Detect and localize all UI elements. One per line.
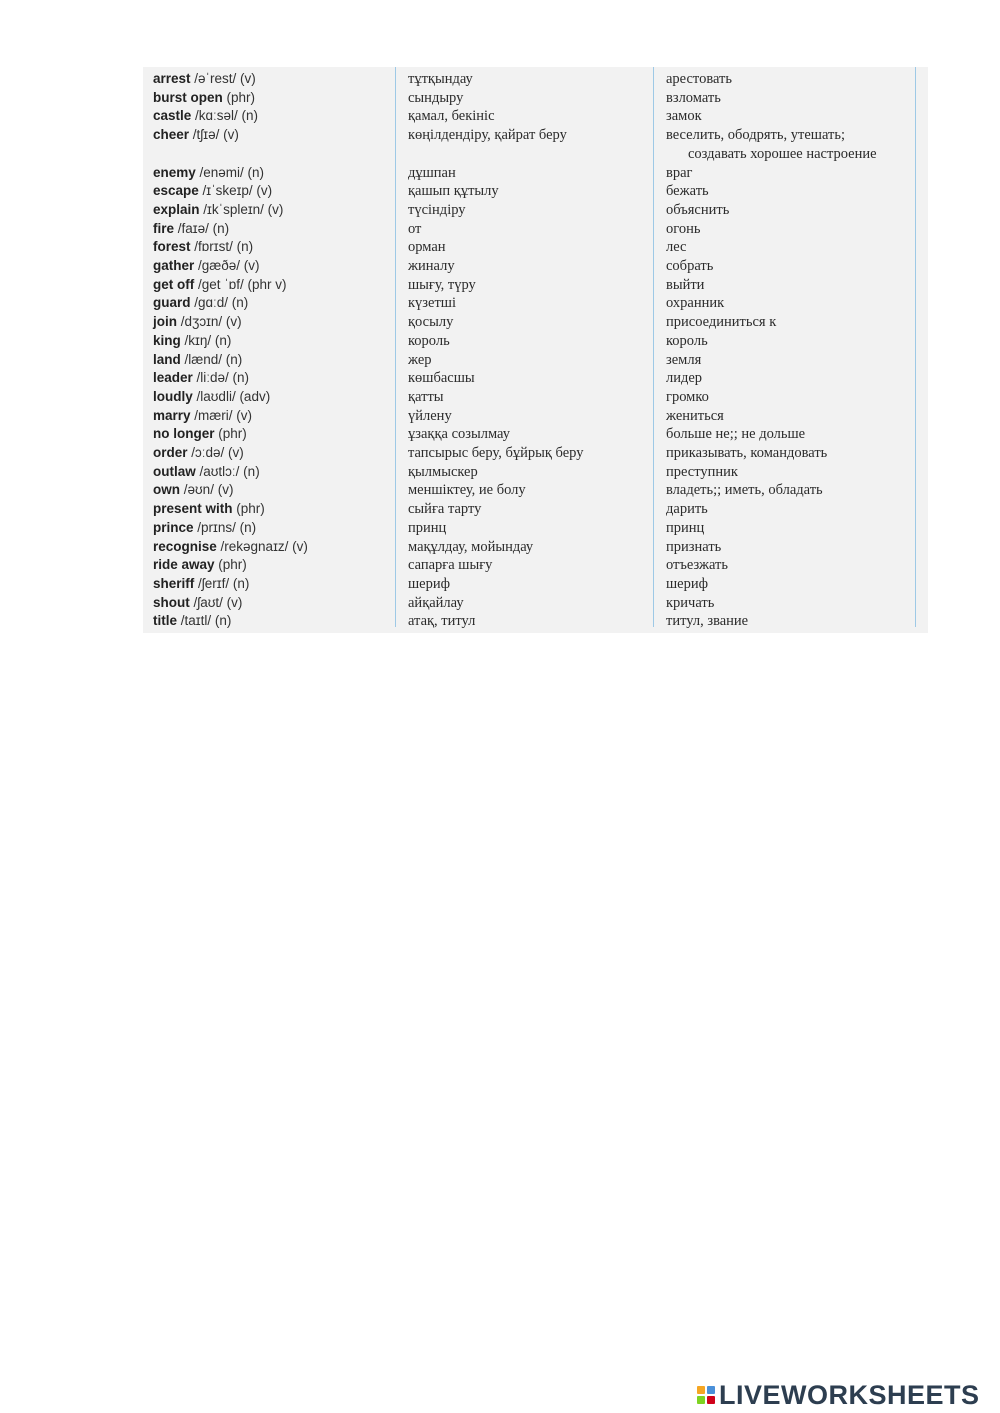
table-row [143, 481, 928, 500]
table-row [143, 594, 928, 613]
kazakh-translation: меншіктеу, ие болу [408, 482, 526, 499]
russian-translation-line: признать [666, 538, 722, 555]
headword: castle [153, 108, 192, 124]
pronunciation-and-part-of-speech: /əˈrest/ (v) [190, 71, 256, 86]
russian-translation [666, 276, 921, 295]
kazakh-translation: от [408, 220, 422, 237]
headword: title [153, 613, 178, 629]
russian-translation-line: преступник [666, 463, 738, 480]
english-term [153, 594, 393, 613]
russian-translation [666, 463, 921, 482]
russian-translation-line: веселить, ободрять, утешать; [666, 127, 845, 144]
logo-square [707, 1386, 715, 1394]
russian-translation [666, 294, 921, 313]
table-row [143, 276, 928, 295]
english-term [153, 126, 393, 145]
headword: sheriff [153, 575, 195, 591]
kazakh-translation: сыйға тарту [408, 501, 482, 518]
russian-translation [666, 425, 921, 444]
kazakh-translation: жер [408, 351, 432, 368]
english-term [153, 276, 393, 295]
kazakh-translation: мақұлдау, мойындау [408, 538, 534, 555]
headword: enemy [153, 164, 196, 180]
russian-translation-line: замок [666, 108, 702, 125]
russian-translation [666, 481, 921, 500]
russian-translation [666, 444, 921, 463]
russian-translation [666, 182, 921, 201]
pronunciation-and-part-of-speech: /kɑːsəl/ (n) [191, 108, 259, 124]
russian-translation [666, 612, 921, 631]
kazakh-translation: принц [408, 519, 447, 536]
table-row [143, 107, 928, 126]
english-term [153, 164, 393, 183]
russian-translation [666, 107, 921, 126]
table-row [143, 201, 928, 220]
russian-translation-line: кричать [666, 594, 715, 611]
russian-translation-line: отъезжать [666, 557, 729, 574]
russian-translation-line: король [666, 332, 708, 349]
russian-translation-line: титул, звание [666, 613, 749, 630]
pronunciation-and-part-of-speech: (phr) [214, 557, 247, 573]
pronunciation-and-part-of-speech: /rekəgnaɪz/ (v) [216, 538, 308, 554]
headword: marry [153, 407, 191, 423]
russian-translation-line: выйти [666, 276, 705, 293]
english-term [153, 500, 393, 519]
kazakh-translation: тұтқындау [408, 71, 473, 87]
table-row [143, 519, 928, 538]
headword: land [153, 351, 181, 367]
russian-translation [666, 164, 921, 183]
kazakh-translation: атақ, титул [408, 613, 476, 630]
table-row [143, 238, 928, 257]
russian-translation-line: лес [666, 239, 687, 256]
english-term [153, 313, 393, 332]
pronunciation-and-part-of-speech: /dʒɔɪn/ (v) [177, 314, 242, 330]
pronunciation-and-part-of-speech: /fɒrɪst/ (n) [190, 239, 254, 255]
headword: present with [153, 501, 233, 517]
english-term [153, 332, 393, 351]
table-row [143, 351, 928, 370]
pronunciation-and-part-of-speech: /ɪkˈspleɪn/ (v) [199, 201, 284, 217]
russian-translation [666, 332, 921, 351]
table-row [143, 538, 928, 557]
headword: shout [153, 594, 190, 610]
pronunciation-and-part-of-speech: /tʃɪə/ (v) [189, 127, 239, 143]
english-term [153, 89, 393, 108]
logo-text: LIVEWORKSHEETS [719, 1379, 980, 1410]
kazakh-translation: дұшпан [408, 164, 456, 181]
headword: cheer [153, 127, 190, 143]
pronunciation-and-part-of-speech: (phr) [222, 89, 256, 105]
russian-translation [666, 313, 921, 332]
russian-translation-line: присоединиться к [666, 314, 777, 331]
table-row [143, 70, 928, 89]
table-row [143, 407, 928, 426]
pronunciation-and-part-of-speech: /enəmi/ (n) [195, 164, 265, 180]
english-term [153, 407, 393, 426]
russian-translation-line: огонь [666, 220, 701, 237]
pronunciation-and-part-of-speech: /kɪŋ/ (n) [180, 332, 232, 348]
headword: prince [153, 519, 194, 535]
headword: recognise [153, 538, 217, 554]
pronunciation-and-part-of-speech: /mæri/ (v) [190, 407, 253, 423]
english-term [153, 388, 393, 407]
headword: order [153, 445, 188, 460]
pronunciation-and-part-of-speech: (phr) [232, 501, 265, 517]
kazakh-translation: көшбасшы [408, 370, 475, 387]
russian-translation [666, 351, 921, 370]
headword: explain [153, 201, 200, 217]
table-row [143, 463, 928, 482]
russian-translation-line: лидер [666, 370, 703, 387]
kazakh-translation: түсіндіру [408, 201, 466, 218]
russian-translation-line: взломать [666, 89, 721, 106]
kazakh-translation: қамал, бекініс [408, 108, 495, 125]
russian-translation [666, 369, 921, 388]
russian-translation [666, 575, 921, 594]
headword: escape [153, 183, 199, 199]
russian-translation-line: принц [666, 519, 705, 536]
russian-translation-line: громко [666, 388, 709, 405]
headword: ride away [153, 557, 215, 573]
english-term [153, 201, 393, 220]
english-term [153, 463, 393, 482]
pronunciation-and-part-of-speech: /gɑːd/ (n) [190, 295, 249, 311]
english-term [153, 519, 393, 538]
russian-translation-line: владеть;; иметь, обладать [666, 482, 823, 499]
kazakh-translation: сындыру [408, 89, 464, 106]
kazakh-translation: орман [408, 239, 446, 256]
russian-translation [666, 388, 921, 407]
table-row [143, 444, 928, 463]
pronunciation-and-part-of-speech: /ʃaʊt/ (v) [189, 594, 243, 610]
russian-translation [666, 500, 921, 519]
russian-translation [666, 538, 921, 557]
headword: no longer [153, 426, 215, 442]
kazakh-translation: қосылу [408, 314, 454, 331]
english-term [153, 481, 393, 500]
russian-translation-line: приказывать, командовать [666, 445, 828, 461]
english-term [153, 351, 393, 370]
russian-translation-line: бежать [666, 183, 709, 200]
table-row [143, 332, 928, 351]
headword: join [153, 314, 177, 330]
english-term [153, 556, 393, 575]
pronunciation-and-part-of-speech: /lænd/ (n) [180, 351, 243, 367]
pronunciation-and-part-of-speech: (phr) [214, 426, 247, 442]
logo-square [707, 1396, 715, 1404]
headword: gather [153, 258, 195, 273]
headword: fire [153, 220, 175, 236]
english-term [153, 107, 393, 126]
kazakh-translation: шығу, түру [408, 276, 476, 293]
russian-translation [666, 257, 921, 276]
kazakh-translation: қатты [408, 388, 444, 405]
liveworksheets-logo-icon [697, 1386, 715, 1404]
english-term [153, 425, 393, 444]
russian-translation [666, 89, 921, 108]
table-row [143, 556, 928, 575]
pronunciation-and-part-of-speech: /ɔːdə/ (v) [187, 445, 244, 460]
pronunciation-and-part-of-speech: /prɪns/ (n) [193, 519, 257, 535]
russian-translation [666, 70, 921, 89]
table-row [143, 126, 928, 163]
russian-translation [666, 238, 921, 257]
headword: forest [153, 239, 191, 255]
pronunciation-and-part-of-speech: /laʊdli/ (adv) [192, 388, 271, 404]
russian-translation [666, 594, 921, 613]
pronunciation-and-part-of-speech: /faɪə/ (n) [174, 220, 230, 236]
russian-translation-line: собрать [666, 258, 714, 274]
russian-translation-line: охранник [666, 295, 725, 312]
logo-square [697, 1396, 705, 1404]
english-term [153, 444, 393, 463]
kazakh-translation: айқайлау [408, 594, 464, 611]
headword: burst open [153, 89, 223, 105]
russian-translation-line: больше не;; не дольше [666, 426, 806, 443]
table-row [143, 500, 928, 519]
russian-translation [666, 201, 921, 220]
pronunciation-and-part-of-speech: /taɪtl/ (n) [177, 613, 232, 629]
english-term [153, 538, 393, 557]
pronunciation-and-part-of-speech: /liːdə/ (n) [192, 370, 250, 386]
table-row [143, 220, 928, 239]
table-row [143, 612, 928, 631]
headword: get off [153, 276, 195, 292]
english-term [153, 70, 393, 89]
table-row [143, 182, 928, 201]
russian-translation-line: дарить [666, 501, 708, 518]
table-row [143, 369, 928, 388]
english-term [153, 238, 393, 257]
english-term [153, 575, 393, 594]
russian-translation-line: шериф [666, 575, 709, 592]
headword: outlaw [153, 463, 196, 479]
headword: own [153, 482, 180, 498]
russian-translation [666, 220, 921, 239]
english-term [153, 182, 393, 201]
russian-translation-line: объяснить [666, 201, 730, 218]
table-row [143, 575, 928, 594]
headword: arrest [153, 71, 191, 86]
russian-translation [666, 556, 921, 575]
liveworksheets-logo [697, 1380, 980, 1410]
headword: king [153, 332, 181, 348]
table-row [143, 164, 928, 183]
russian-translation-line: арестовать [666, 71, 732, 87]
table-row [143, 313, 928, 332]
kazakh-translation: қылмыскер [408, 463, 478, 480]
kazakh-translation: сапарға шығу [408, 557, 493, 574]
logo-square [697, 1386, 705, 1394]
russian-translation-line: создавать хорошее настроение [688, 145, 877, 162]
headword: loudly [153, 388, 193, 404]
table-row [143, 425, 928, 444]
table-row [143, 388, 928, 407]
headword: leader [153, 370, 193, 386]
russian-translation [666, 519, 921, 538]
english-term [153, 220, 393, 239]
pronunciation-and-part-of-speech: /gæðə/ (v) [194, 258, 260, 273]
pronunciation-and-part-of-speech: /ɪˈskeɪp/ (v) [198, 183, 273, 199]
kazakh-translation: ұзаққа созылмау [408, 426, 510, 443]
pronunciation-and-part-of-speech: /əʊn/ (v) [180, 482, 234, 498]
russian-translation-line: враг [666, 164, 693, 181]
kazakh-translation: король [408, 332, 450, 349]
kazakh-translation: тапсырыс беру, бұйрық беру [408, 445, 584, 461]
english-term [153, 257, 393, 276]
vocabulary-table [143, 67, 928, 633]
kazakh-translation: көңілдендіру, қайрат беру [408, 127, 567, 144]
kazakh-translation: жиналу [408, 258, 455, 274]
kazakh-translation: үйлену [408, 407, 452, 424]
russian-translation [666, 126, 921, 163]
pronunciation-and-part-of-speech: /get ˈɒf/ (phr v) [194, 276, 287, 292]
table-row [143, 89, 928, 108]
russian-translation [666, 407, 921, 426]
russian-translation-line: земля [666, 351, 702, 368]
pronunciation-and-part-of-speech: /aʊtlɔː/ (n) [195, 463, 260, 479]
kazakh-translation: күзетші [408, 295, 456, 312]
kazakh-translation: шериф [408, 575, 451, 592]
russian-translation-line: жениться [666, 407, 724, 424]
table-row [143, 294, 928, 313]
kazakh-translation: қашып құтылу [408, 183, 499, 200]
english-term [153, 612, 393, 631]
table-row [143, 257, 928, 276]
pronunciation-and-part-of-speech: /ʃerɪf/ (n) [194, 575, 250, 591]
english-term [153, 369, 393, 388]
headword: guard [153, 295, 191, 311]
english-term [153, 294, 393, 313]
